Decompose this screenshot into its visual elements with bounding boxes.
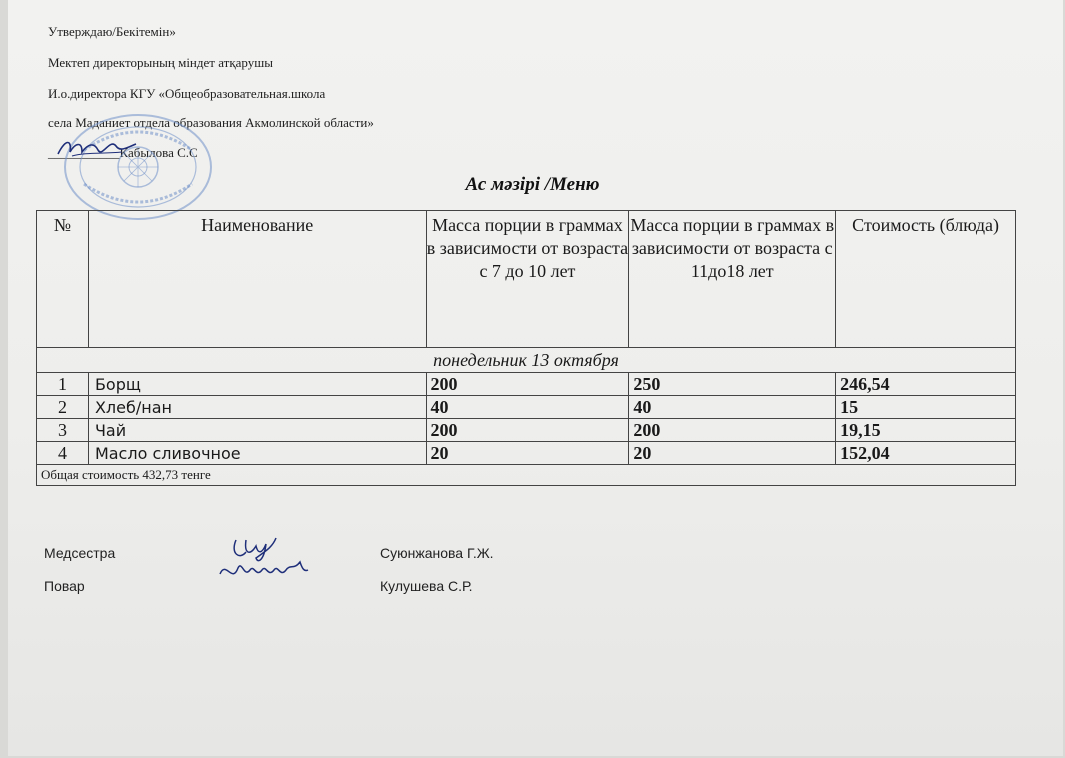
nurse-name: Суюнжанова Г.Ж.: [380, 545, 494, 561]
row-num: 3: [37, 419, 89, 442]
table-header-row: [37, 211, 1016, 348]
row-name: Борщ: [88, 373, 426, 396]
row-cost: 152,04: [836, 442, 1016, 465]
row-mass-11-18: 250: [629, 373, 836, 396]
row-mass-11-18: 40: [629, 396, 836, 419]
row-name: Масло сливочное: [88, 442, 426, 465]
row-mass-7-10: 40: [426, 396, 629, 419]
header-num: №: [37, 211, 89, 348]
day-row: [37, 348, 1016, 373]
total-row: [37, 465, 1016, 486]
cook-signature-icon: [216, 556, 312, 586]
row-mass-11-18: 20: [629, 442, 836, 465]
row-mass-7-10: 200: [426, 373, 629, 396]
row-cost: 15: [836, 396, 1016, 419]
day-label: понедельник 13 октября: [37, 348, 1016, 373]
approval-signature-line: ___________Кабылова С.С: [48, 145, 198, 160]
header-name: Наименование: [88, 211, 426, 348]
row-num: 1: [37, 373, 89, 396]
table-row: [37, 442, 1016, 465]
table-row: [37, 419, 1016, 442]
row-mass-7-10: 200: [426, 419, 629, 442]
header-mass-7-10: Масса порции в граммах в зависимости от возраста с 7 до 10 лет: [426, 211, 629, 348]
total-cost: Общая стоимость 432,73 тенге: [37, 465, 1016, 486]
row-num: 4: [37, 442, 89, 465]
approval-line-4: села Маданиет отдела образования Акмолинской области»: [48, 115, 374, 130]
row-cost: 246,54: [836, 373, 1016, 396]
menu-table: [36, 210, 1016, 486]
table-row: [37, 373, 1016, 396]
menu-title: Ас мәзірі /Меню: [465, 174, 600, 195]
header-mass-11-18: Масса порции в граммах в зависимости от возраста с 11до18 лет: [629, 211, 836, 348]
table-row: [37, 396, 1016, 419]
row-mass-11-18: 200: [629, 419, 836, 442]
cook-role: Повар: [44, 578, 85, 594]
cook-name: Кулушева С.Р.: [380, 578, 473, 594]
official-stamp-icon: [62, 112, 214, 222]
director-signature-icon: [52, 132, 142, 166]
header-cost: Стоимость (блюда): [836, 211, 1016, 348]
row-num: 2: [37, 396, 89, 419]
approval-line-1: Утверждаю/Бекітемін»: [48, 24, 176, 39]
row-mass-7-10: 20: [426, 442, 629, 465]
row-cost: 19,15: [836, 419, 1016, 442]
row-name: Чай: [88, 419, 426, 442]
approval-line-3: И.о.директора КГУ «Общеобразовательная.школа: [48, 86, 326, 101]
row-name: Хлеб/нан: [88, 396, 426, 419]
approval-line-2: Мектеп директорының міндет атқарушы: [48, 55, 273, 70]
nurse-role: Медсестра: [44, 545, 116, 561]
